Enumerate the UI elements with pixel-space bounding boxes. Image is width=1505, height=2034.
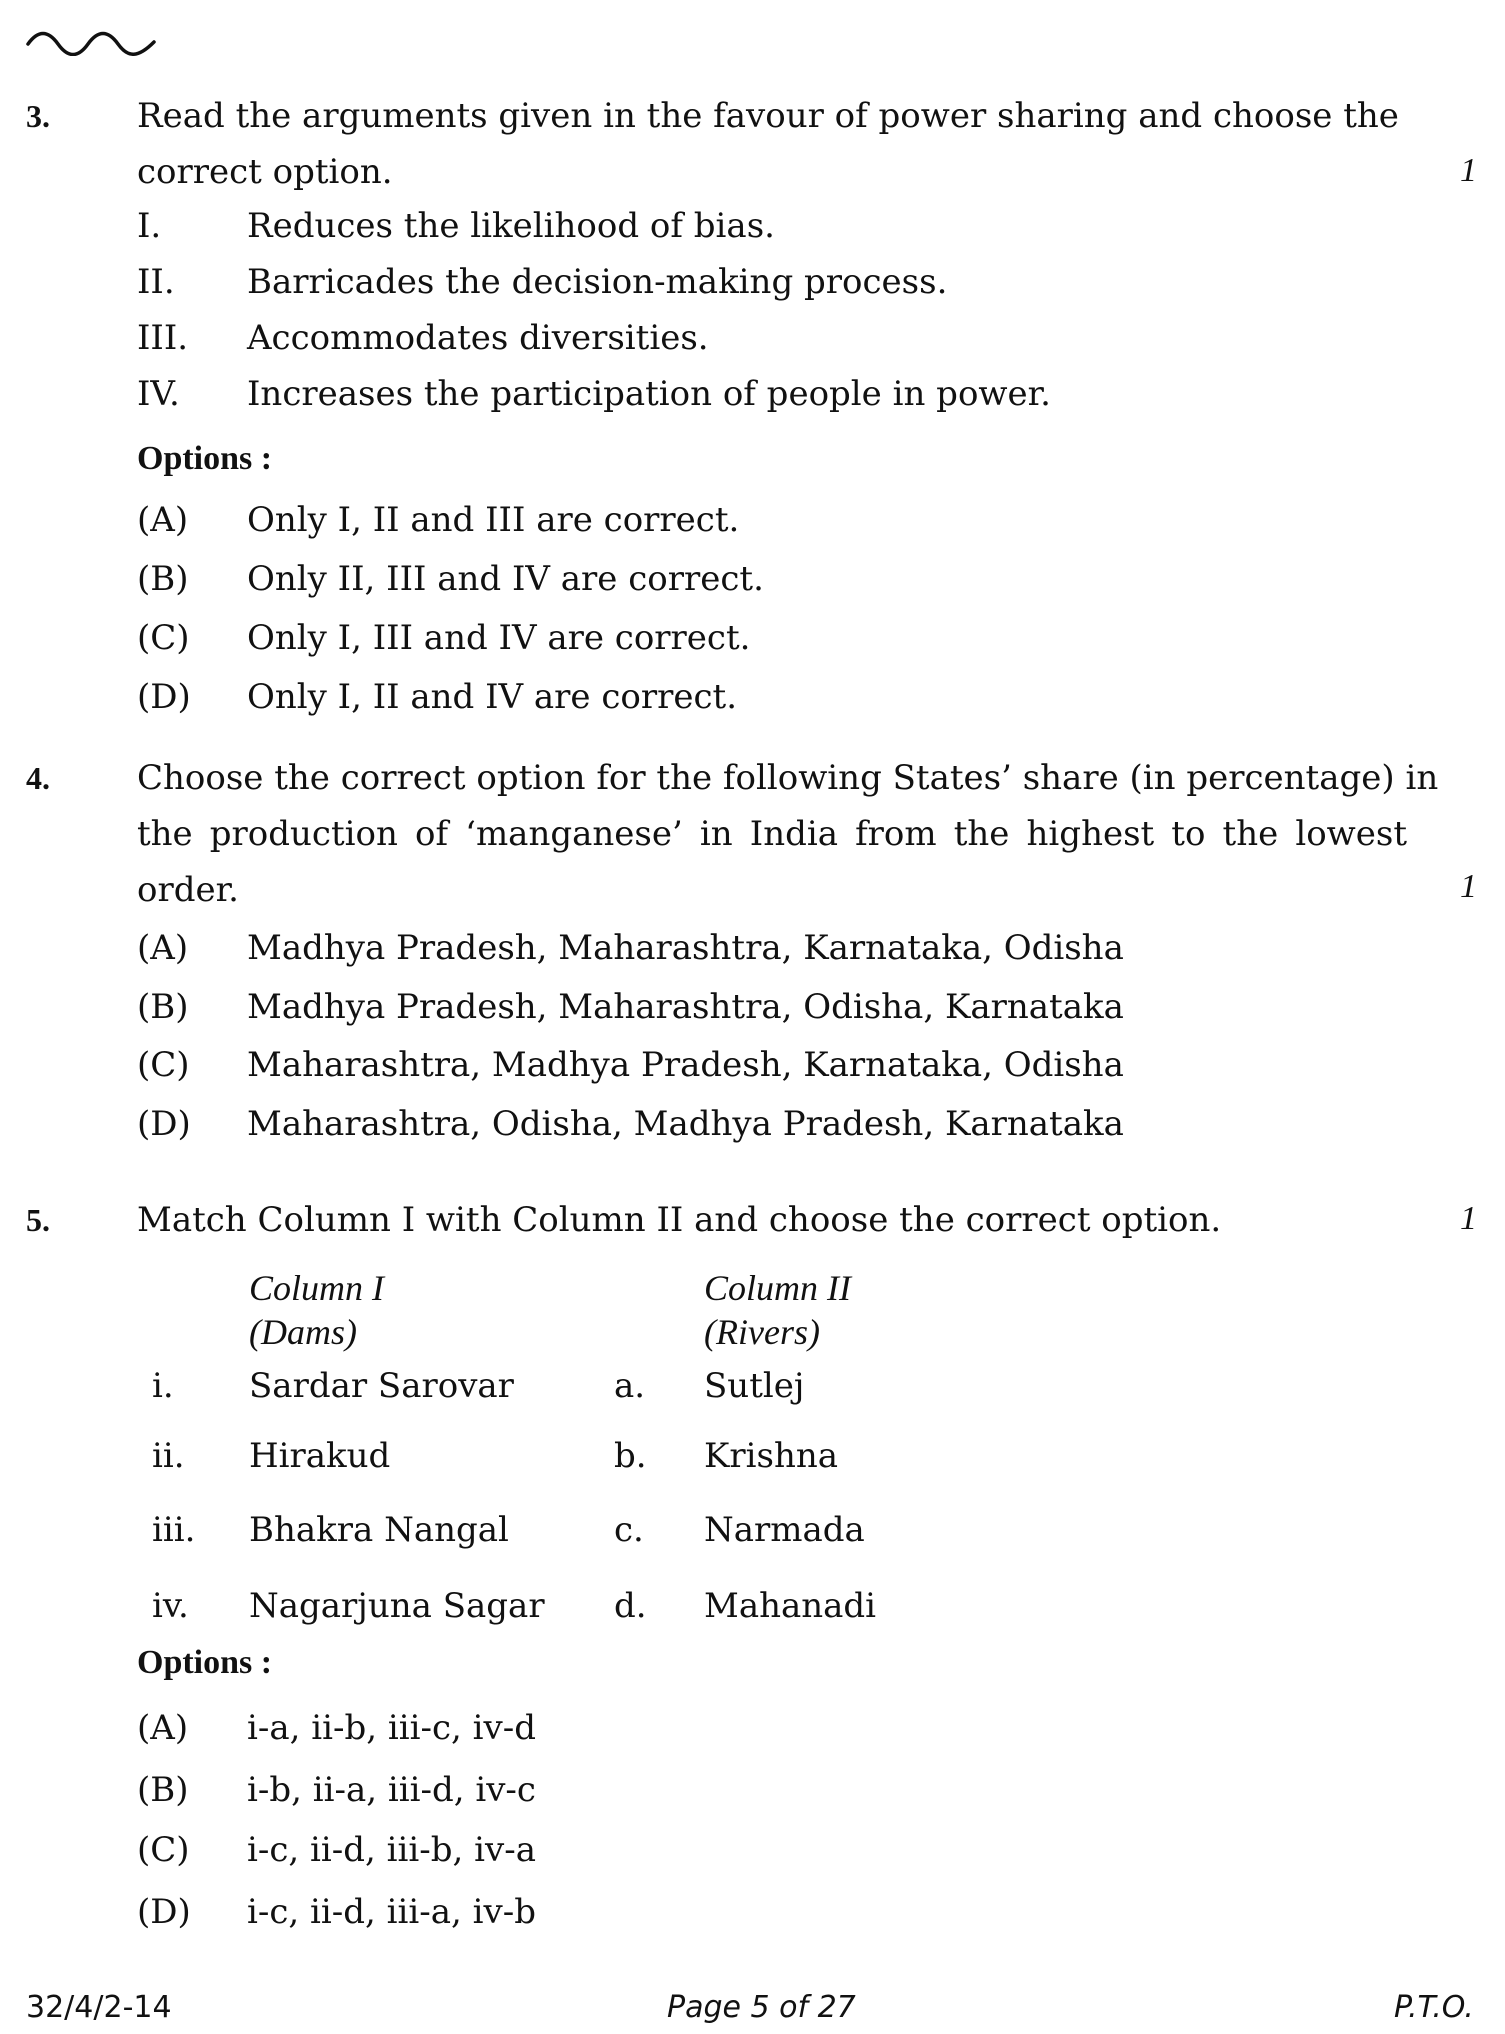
question-4-line-1 bbox=[137, 750, 1439, 806]
question-5-options-heading: Options : bbox=[137, 1644, 273, 1681]
option-label: (D) bbox=[137, 1892, 191, 1932]
option-label: (B) bbox=[137, 559, 189, 599]
question-4-line-2-text: the production of ‘manganese’ in India from the highest to the lowest bbox=[137, 814, 1407, 854]
row-number: ii. bbox=[152, 1436, 185, 1476]
river-name: Narmada bbox=[704, 1510, 865, 1550]
river-name: Krishna bbox=[704, 1436, 839, 1476]
option-text: Only II, III and IV are correct. bbox=[247, 559, 764, 599]
row-letter: c. bbox=[614, 1510, 644, 1550]
option-label: (A) bbox=[137, 500, 189, 540]
dam-name: Bhakra Nangal bbox=[249, 1510, 509, 1550]
row-letter: b. bbox=[614, 1436, 647, 1476]
statement-label: IV. bbox=[137, 374, 180, 414]
statement-label: III. bbox=[137, 318, 189, 358]
river-name: Sutlej bbox=[704, 1366, 805, 1406]
option-text: i-b, ii-a, iii-d, iv-c bbox=[247, 1770, 536, 1810]
option-label: (B) bbox=[137, 987, 189, 1027]
option-text: Maharashtra, Odisha, Madhya Pradesh, Karnataka bbox=[247, 1104, 1124, 1144]
row-number: iii. bbox=[152, 1510, 196, 1550]
question-4-line-3: order. bbox=[137, 870, 239, 910]
question-4-number: 4. bbox=[26, 760, 50, 796]
option-text: Only I, II and IV are correct. bbox=[247, 677, 738, 717]
option-label: (B) bbox=[137, 1770, 189, 1810]
statement-text: Accommodates diversities. bbox=[247, 318, 709, 358]
question-5-text: Match Column I with Column II and choose the correct option. bbox=[137, 1200, 1222, 1240]
row-letter: d. bbox=[614, 1586, 647, 1626]
option-text: Only I, III and IV are correct. bbox=[247, 618, 751, 658]
option-text: i-c, ii-d, iii-a, iv-b bbox=[247, 1892, 536, 1932]
question-3-options-heading: Options : bbox=[137, 440, 273, 477]
column-2-title: Column II bbox=[704, 1268, 851, 1308]
option-label: (C) bbox=[137, 618, 190, 658]
question-4-marks: 1 bbox=[1460, 868, 1477, 905]
question-5-marks: 1 bbox=[1460, 1200, 1477, 1237]
pto-label: P.T.O. bbox=[1394, 1990, 1474, 2025]
option-text: Only I, II and III are correct. bbox=[247, 500, 740, 540]
question-4-line-2 bbox=[137, 806, 1407, 862]
option-label: (A) bbox=[137, 1708, 189, 1748]
option-text: Madhya Pradesh, Maharashtra, Karnataka, Odisha bbox=[247, 928, 1124, 968]
option-text: i-a, ii-b, iii-c, iv-d bbox=[247, 1708, 536, 1748]
river-name: Mahanadi bbox=[704, 1586, 877, 1626]
dam-name: Sardar Sarovar bbox=[249, 1366, 514, 1406]
statement-text: Barricades the decision-making process. bbox=[247, 262, 948, 302]
dam-name: Nagarjuna Sagar bbox=[249, 1586, 545, 1626]
dam-name: Hirakud bbox=[249, 1436, 391, 1476]
wave-decoration-icon bbox=[26, 26, 156, 56]
question-3-line-1: Read the arguments given in the favour of power sharing and choose the bbox=[137, 96, 1399, 136]
column-2-subtitle: (Rivers) bbox=[704, 1312, 820, 1352]
question-5-number: 5. bbox=[26, 1202, 50, 1238]
option-label: (C) bbox=[137, 1830, 190, 1870]
option-label: (A) bbox=[137, 928, 189, 968]
statement-text: Reduces the likelihood of bias. bbox=[247, 206, 775, 246]
question-3-line-2: correct option. bbox=[137, 152, 393, 192]
option-label: (D) bbox=[137, 677, 191, 717]
row-number: iv. bbox=[152, 1586, 189, 1626]
question-3-marks: 1 bbox=[1460, 152, 1477, 189]
row-letter: a. bbox=[614, 1366, 646, 1406]
option-label: (D) bbox=[137, 1104, 191, 1144]
column-1-title: Column I bbox=[249, 1268, 384, 1308]
statement-text: Increases the participation of people in power. bbox=[247, 374, 1051, 414]
page-number: Page 5 of 27 bbox=[667, 1990, 856, 2025]
option-text: Madhya Pradesh, Maharashtra, Odisha, Karnataka bbox=[247, 987, 1124, 1027]
column-1-subtitle: (Dams) bbox=[249, 1312, 357, 1352]
question-3-number: 3. bbox=[26, 98, 50, 134]
option-text: Maharashtra, Madhya Pradesh, Karnataka, Odisha bbox=[247, 1045, 1124, 1085]
question-4-line-1-text: Choose the correct option for the following States’ share (in percentage) in bbox=[137, 758, 1439, 798]
paper-code: 32/4/2-14 bbox=[26, 1990, 172, 2025]
statement-label: II. bbox=[137, 262, 175, 302]
row-number: i. bbox=[152, 1366, 174, 1406]
option-label: (C) bbox=[137, 1045, 190, 1085]
option-text: i-c, ii-d, iii-b, iv-a bbox=[247, 1830, 536, 1870]
statement-label: I. bbox=[137, 206, 162, 246]
